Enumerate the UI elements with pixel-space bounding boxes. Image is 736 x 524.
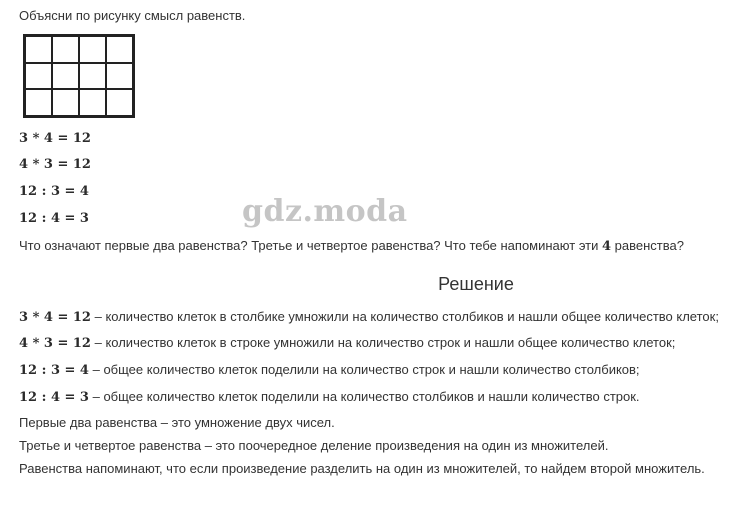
grid-cell: [52, 63, 79, 90]
grid-cell: [106, 63, 133, 90]
task-equation-1: 3 * 4 = 12: [19, 131, 91, 146]
watermark: gdz.moda: [242, 194, 408, 229]
solution-line-3: [19, 362, 640, 379]
grid-cell: [106, 89, 133, 116]
grid-cell: [25, 63, 52, 90]
solution-equation: 12 : 4 = 3: [19, 390, 89, 405]
task-prompt: Объясни по рисунку смысл равенств.: [19, 8, 246, 23]
grid-cell: [52, 36, 79, 63]
question-text: Что означают первые два равенства? Третье и четвертое равенства? Что тебе напоминают эти: [19, 238, 602, 253]
solution-equation: 12 : 3 = 4: [19, 363, 89, 378]
solution-explanation: – общее количество клеток поделили на количество столбиков и нашли количество строк.: [88, 389, 640, 404]
grid-cell: [79, 63, 106, 90]
question-text-end: равенства?: [611, 238, 684, 253]
grid-figure: [23, 34, 135, 118]
solution-line-4: [19, 389, 640, 406]
task-equation-3: 12 : 3 = 4: [19, 184, 89, 199]
solution-note-3: Равенства напоминают, что если произведение разделить на один из множителей, то найдем второй множитель.: [19, 461, 705, 476]
solution-explanation: – количество клеток в столбике умножили на количество столбиков и нашли общее количество клеток;: [90, 309, 719, 324]
grid-cell: [79, 89, 106, 116]
solution-note-1: Первые два равенства – это умножение двух чисел.: [19, 415, 335, 430]
solution-line-2: [19, 335, 675, 352]
solution-equation: 4 * 3 = 12: [19, 336, 91, 351]
task-equation-4: 12 : 4 = 3: [19, 211, 89, 226]
solution-equation: 3 * 4 = 12: [19, 310, 91, 325]
grid-cell: [52, 89, 79, 116]
solution-explanation: – общее количество клеток поделили на количество строк и нашли количество столбиков;: [88, 362, 640, 377]
task-equation-2: 4 * 3 = 12: [19, 157, 91, 172]
task-question: [19, 238, 684, 255]
grid-cell: [79, 36, 106, 63]
solution-note-2: Третье и четвертое равенства – это поочередное деление произведения на один из множителей.: [19, 438, 609, 453]
solution-line-1: [19, 309, 719, 326]
question-number: 4: [602, 239, 612, 254]
grid-cell: [25, 89, 52, 116]
grid-cell: [106, 36, 133, 63]
solution-explanation: – количество клеток в строке умножили на количество строк и нашли общее количество клеток;: [90, 335, 676, 350]
grid-cell: [25, 36, 52, 63]
solution-heading: Решение: [438, 274, 514, 294]
